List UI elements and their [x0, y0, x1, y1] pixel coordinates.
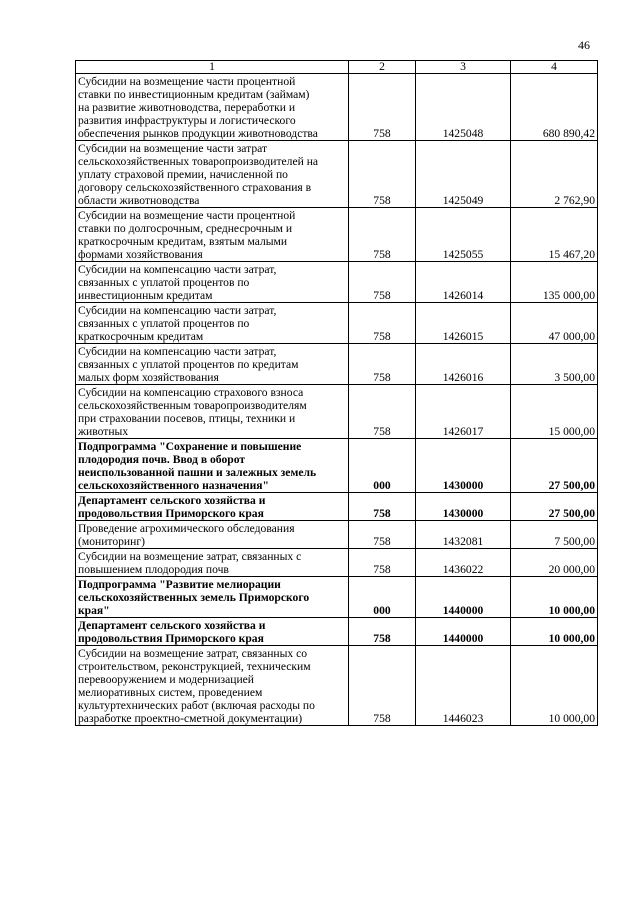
- row-name-text: Субсидии на возмещение затрат, связанных с повышением плодородия почв: [78, 550, 302, 576]
- row-sum-cell: 10 000,00: [511, 618, 598, 646]
- row-name-cell: [76, 74, 349, 141]
- row-name-text: Субсидии на возмещение части процентной ставки по инвестиционным кредитам (займам) на развитие животноводства, переработки и развития инфраструктуры и логистического обеспечения рынков продукции животноводства: [78, 75, 318, 140]
- table-header-row: [76, 61, 598, 74]
- row-name-text: Подпрограмма "Развитие мелиорации сельскохозяйственных земель Приморского края": [78, 578, 310, 617]
- row-sum-cell: 7 500,00: [511, 521, 598, 549]
- row-name-cell: [76, 521, 349, 549]
- row-target-code-cell: 1440000: [416, 618, 511, 646]
- table-row: [76, 493, 598, 521]
- row-sum-cell: 15 467,20: [511, 208, 598, 262]
- row-name-cell: [76, 646, 349, 726]
- table-row: [76, 577, 598, 618]
- budget-table: [75, 60, 598, 726]
- row-name-text: Субсидии на возмещение части затрат сельскохозяйственных товаропроизводителей на уплату страховой премии, начисленной по договору сельскохозяйственного страхования в области животноводства: [78, 142, 319, 207]
- row-target-code-cell: 1426015: [416, 303, 511, 344]
- row-target-code-cell: 1432081: [416, 521, 511, 549]
- row-target-code-cell: 1430000: [416, 493, 511, 521]
- header-col-3: 3: [416, 61, 511, 74]
- row-sum-cell: 3 500,00: [511, 344, 598, 385]
- row-name-cell: [76, 385, 349, 439]
- row-name-text: Проведение агрохимического обследования (мониторинг): [78, 522, 295, 548]
- table-row: [76, 344, 598, 385]
- row-target-code-cell: 1425048: [416, 74, 511, 141]
- row-name-cell: [76, 618, 349, 646]
- row-name-cell: [76, 493, 349, 521]
- table-row: [76, 646, 598, 726]
- row-name-text: Департамент сельского хозяйства и продовольствия Приморского края: [78, 619, 266, 645]
- row-name-text: Субсидии на возмещение части процентной ставки по долгосрочным, среднесрочным и краткосрочным кредитам, взятым малыми формами хозяйствования: [78, 209, 296, 261]
- row-department-code-cell: 000: [349, 577, 416, 618]
- table-row: [76, 618, 598, 646]
- row-name-cell: [76, 549, 349, 577]
- table-row: [76, 521, 598, 549]
- row-sum-cell: 47 000,00: [511, 303, 598, 344]
- row-department-code-cell: 758: [349, 344, 416, 385]
- row-department-code-cell: 758: [349, 493, 416, 521]
- row-name-cell: [76, 262, 349, 303]
- page-number: 46: [578, 38, 590, 52]
- row-name-text: Подпрограмма "Сохранение и повышение плодородия почв. Ввод в оборот неиспользованной пашни и залежных земель сельскохозяйственного назначения": [78, 440, 317, 492]
- table-row: [76, 208, 598, 262]
- row-name-text: Субсидии на компенсацию части затрат, связанных с уплатой процентов по кредитам малых форм хозяйствования: [78, 345, 299, 384]
- row-department-code-cell: 758: [349, 385, 416, 439]
- row-name-cell: [76, 208, 349, 262]
- row-sum-cell: 135 000,00: [511, 262, 598, 303]
- row-department-code-cell: 000: [349, 439, 416, 493]
- row-sum-cell: 10 000,00: [511, 577, 598, 618]
- row-target-code-cell: 1426014: [416, 262, 511, 303]
- table-row: [76, 385, 598, 439]
- table-row: [76, 303, 598, 344]
- row-target-code-cell: 1426016: [416, 344, 511, 385]
- header-col-2: 2: [349, 61, 416, 74]
- row-department-code-cell: 758: [349, 646, 416, 726]
- row-name-cell: [76, 303, 349, 344]
- row-department-code-cell: 758: [349, 521, 416, 549]
- row-target-code-cell: 1425049: [416, 141, 511, 208]
- row-target-code-cell: 1436022: [416, 549, 511, 577]
- row-name-cell: [76, 439, 349, 493]
- row-department-code-cell: 758: [349, 141, 416, 208]
- row-sum-cell: 20 000,00: [511, 549, 598, 577]
- header-col-4: 4: [511, 61, 598, 74]
- row-name-cell: [76, 577, 349, 618]
- row-department-code-cell: 758: [349, 208, 416, 262]
- table-row: [76, 74, 598, 141]
- row-department-code-cell: 758: [349, 549, 416, 577]
- row-name-cell: [76, 141, 349, 208]
- row-sum-cell: 680 890,42: [511, 74, 598, 141]
- table-row: [76, 439, 598, 493]
- row-target-code-cell: 1430000: [416, 439, 511, 493]
- header-col-1: 1: [76, 61, 349, 74]
- table-row: [76, 141, 598, 208]
- row-name-text: Субсидии на компенсацию страхового взноса сельскохозяйственным товаропроизводителям при страховании посевов, птицы, техники и животных: [78, 386, 307, 438]
- row-sum-cell: 2 762,90: [511, 141, 598, 208]
- row-target-code-cell: 1425055: [416, 208, 511, 262]
- row-target-code-cell: 1446023: [416, 646, 511, 726]
- row-name-text: Департамент сельского хозяйства и продовольствия Приморского края: [78, 494, 266, 520]
- row-sum-cell: 10 000,00: [511, 646, 598, 726]
- row-department-code-cell: 758: [349, 74, 416, 141]
- row-target-code-cell: 1440000: [416, 577, 511, 618]
- table-row: [76, 262, 598, 303]
- budget-table-body: [76, 61, 598, 726]
- row-name-text: Субсидии на компенсацию части затрат, связанных с уплатой процентов по инвестиционным кредитам: [78, 263, 277, 302]
- row-name-text: Субсидии на компенсацию части затрат, связанных с уплатой процентов по краткосрочным кредитам: [78, 304, 277, 343]
- row-sum-cell: 27 500,00: [511, 439, 598, 493]
- row-target-code-cell: 1426017: [416, 385, 511, 439]
- row-name-text: Субсидии на возмещение затрат, связанных со строительством, реконструкцией, техническим перевооружением и модернизацией мелиоративных систем, проведением культуртехнических работ (включая расходы по разработке проектно-сметной документации): [78, 647, 315, 725]
- table-row: [76, 549, 598, 577]
- row-department-code-cell: 758: [349, 303, 416, 344]
- row-name-cell: [76, 344, 349, 385]
- row-sum-cell: 15 000,00: [511, 385, 598, 439]
- row-department-code-cell: 758: [349, 262, 416, 303]
- row-department-code-cell: 758: [349, 618, 416, 646]
- row-sum-cell: 27 500,00: [511, 493, 598, 521]
